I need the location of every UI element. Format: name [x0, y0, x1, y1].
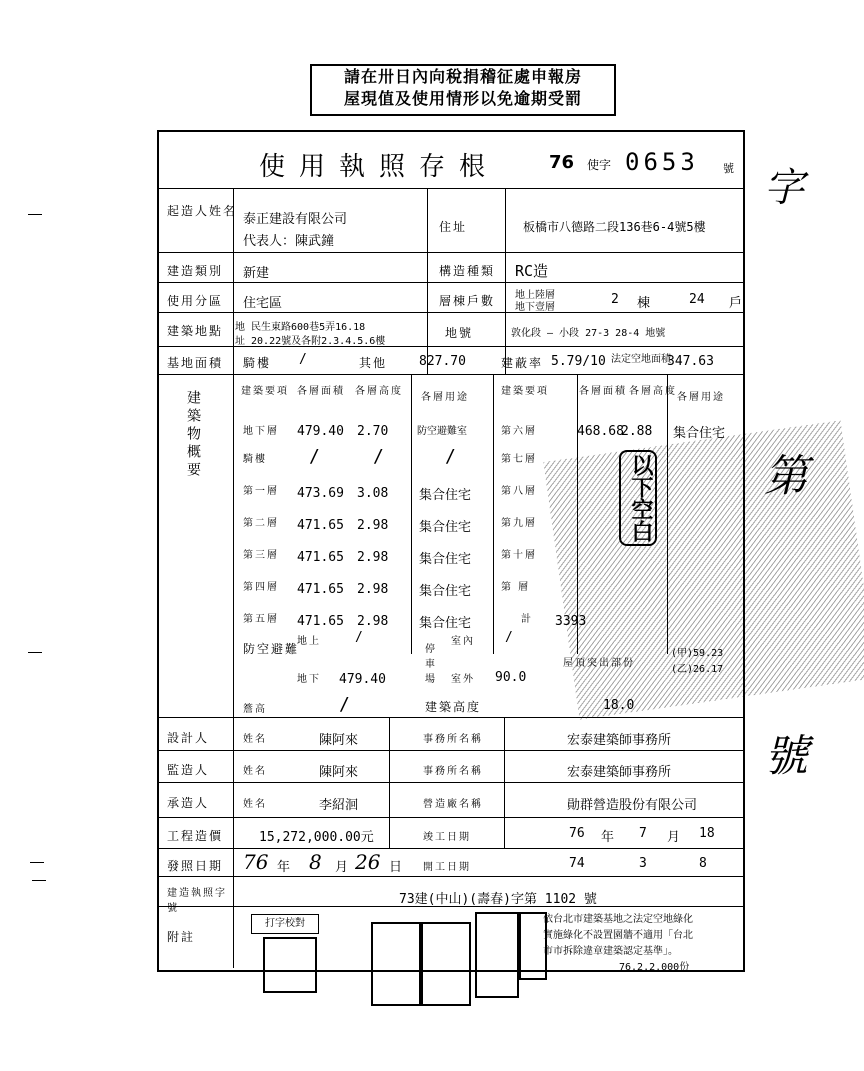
floor-area: 471.65	[297, 582, 344, 597]
location-label: 建築地點	[167, 324, 224, 338]
floor-name: 第八層	[501, 486, 537, 497]
form-title: 使用執照存根	[259, 152, 500, 182]
open-space-value: 347.63	[667, 354, 714, 369]
arcade-value: /	[299, 352, 307, 367]
floor-name: 第五層	[243, 614, 279, 625]
floor-total-area: 3393	[555, 614, 587, 629]
designer-name-label: 姓名	[243, 734, 267, 745]
floor-area: 479.40	[297, 424, 344, 439]
address-label: 住址	[439, 220, 468, 234]
issue-day: 26	[355, 850, 381, 874]
floor-height: 2.98	[357, 582, 389, 597]
structure-value: RC造	[515, 262, 549, 280]
roof-b: (乙)26.17	[671, 664, 724, 675]
header-use-right: 各層用途	[677, 392, 725, 403]
build-type-label: 建造類別	[167, 264, 224, 278]
remark-note-2: 實施綠化不設置園牆不適用「台北	[543, 930, 693, 941]
floor-name: 第二層	[243, 518, 279, 529]
applicant-company: 泰正建設有限公司	[243, 212, 348, 227]
floor-area: /	[309, 446, 320, 467]
parking-indoor-label: 室內	[451, 636, 475, 647]
supervisor-name: 陳阿來	[319, 765, 359, 780]
seal-stamp	[519, 912, 547, 980]
applicant-label: 起造人姓名	[167, 204, 238, 218]
permit-year: 76	[549, 152, 575, 173]
floor-area: 471.65	[297, 518, 344, 533]
floor-use: 集合住宅	[419, 520, 472, 535]
location-line-1: 地 民生東路600巷5弄16.18	[235, 322, 366, 333]
completion-label: 竣工日期	[423, 832, 471, 843]
designer-office-label: 事務所名稱	[423, 734, 483, 745]
floor-height: 2.98	[357, 614, 389, 629]
floor-name: 第 層	[501, 582, 531, 593]
ratio-label: 建蔽率	[501, 356, 544, 370]
remark-note-3: 市市拆除違章建築認定基準」。	[543, 946, 678, 957]
margin-char: 字	[764, 165, 804, 211]
designer-name: 陳阿來	[319, 733, 359, 748]
structure-label: 構造種類	[439, 264, 496, 278]
header-height: 各層高度	[355, 386, 403, 397]
building-height-label: 建築高度	[425, 700, 482, 714]
location-line-2: 址 20.22號及各附2.3.4.5.6樓	[235, 336, 386, 347]
seal-stamp	[421, 922, 471, 1006]
eaves-label: 簷高	[243, 704, 267, 715]
designer-label: 設計人	[167, 731, 210, 745]
roof-label: 屋頂突出部份	[563, 658, 635, 669]
issue-d-unit: 日	[389, 860, 403, 875]
margin-tick	[30, 862, 44, 863]
permit-hao: 號	[723, 162, 734, 175]
shelter-below-label: 地下	[297, 674, 321, 685]
floor-height: 2.88	[621, 424, 653, 439]
floor-use: 防空避難室	[417, 426, 467, 437]
completion-year: 76	[569, 826, 585, 841]
floor-name: 第一層	[243, 486, 279, 497]
tax-notice-stamp	[310, 64, 616, 116]
seal-stamp	[371, 922, 421, 1006]
floor-area: 471.65	[297, 550, 344, 565]
floor-height: 2.98	[357, 550, 389, 565]
shelter-label: 防空避難	[243, 642, 300, 656]
header-area-right: 各層面積	[579, 386, 627, 397]
floor-area: 473.69	[297, 486, 344, 501]
floor-name: 騎樓	[243, 454, 267, 465]
floor-use: 集合住宅	[419, 616, 472, 631]
building-height-value: 18.0	[603, 698, 635, 713]
usage-permit-form	[157, 130, 745, 972]
lot-value: 敦化段 — 小段 27-3 28-4 地號	[511, 328, 666, 339]
hu-count: 24	[689, 292, 705, 307]
notice-line-2: 屋現值及使用情形以免逾期受罰	[343, 89, 582, 108]
contractor-firm: 勛群營造股份有限公司	[567, 798, 698, 813]
cost-value: 15,272,000.00元	[259, 830, 374, 845]
supervisor-office: 宏泰建築師事務所	[567, 765, 672, 780]
hu-unit: 戶	[729, 296, 743, 311]
margin-tick	[28, 214, 42, 215]
floor-use: 集合住宅	[419, 552, 472, 567]
open-space-label: 法定空地面積	[611, 354, 671, 365]
shelter-above-value: /	[355, 630, 363, 645]
applicant-address: 板橋市八德路二段136巷6-4號5樓	[523, 220, 706, 234]
margin-char: 第	[764, 451, 808, 502]
eaves-value: /	[339, 694, 350, 715]
completion-m-unit: 月	[667, 830, 681, 845]
start-month: 3	[639, 856, 647, 871]
dong-unit: 棟	[637, 296, 651, 311]
permit-label: 建造執照字號	[167, 888, 227, 914]
floor-use: /	[445, 446, 456, 467]
issue-y-unit: 年	[277, 860, 291, 875]
parking-outdoor-label: 室外	[451, 674, 475, 685]
permit-value: 73建(中山)(壽春)字第 1102 號	[399, 892, 597, 907]
start-day: 8	[699, 856, 707, 871]
seal-stamp	[475, 912, 519, 998]
margin-tick	[32, 880, 46, 881]
other-value: 827.70	[419, 354, 466, 369]
completion-y-unit: 年	[601, 830, 615, 845]
seal-stamp	[263, 937, 317, 993]
lot-label: 地號	[445, 326, 474, 340]
floor-name: 地下層	[243, 426, 279, 437]
floor-height: 3.08	[357, 486, 389, 501]
build-type-value: 新建	[243, 266, 270, 281]
contractor-label: 承造人	[167, 796, 210, 810]
site-area-label: 基地面積	[167, 356, 224, 370]
parking-indoor-value: /	[505, 630, 513, 645]
floor-height: 2.98	[357, 518, 389, 533]
supervisor-name-label: 姓名	[243, 766, 267, 777]
parking-label: 停車場	[425, 644, 437, 685]
blank-below-note: 以下空白	[619, 450, 657, 546]
supervisor-label: 監造人	[167, 763, 210, 777]
contractor-name: 李紹洄	[319, 798, 359, 813]
header-use: 各層用途	[421, 392, 469, 403]
cost-label: 工程造價	[167, 829, 224, 843]
floor-use: 集合住宅	[419, 488, 472, 503]
floor-use: 集合住宅	[419, 584, 472, 599]
remark-footer: 76.2.2,000份	[619, 962, 690, 973]
issue-label: 發照日期	[167, 859, 224, 873]
shelter-above-label: 地上	[297, 636, 321, 647]
issue-month: 8	[309, 850, 322, 874]
margin-tick	[28, 652, 42, 653]
dong-count: 2	[611, 292, 619, 307]
other-label: 其他	[359, 356, 388, 370]
floor-name: 第六層	[501, 426, 537, 437]
header-height-right: 各層高度	[629, 386, 677, 397]
permit-word: 使字	[587, 158, 612, 172]
floor-name: 第四層	[243, 582, 279, 593]
floor-area: 468.68	[577, 424, 624, 439]
header-item: 建築要項	[241, 386, 289, 397]
floor-total-label: 計	[521, 614, 533, 625]
zone-value: 住宅區	[243, 296, 283, 311]
remarks-label: 附註	[167, 930, 196, 944]
header-area: 各層面積	[297, 386, 345, 397]
issue-m-unit: 月	[335, 860, 349, 875]
header-item-right: 建築要項	[501, 386, 549, 397]
completion-month: 7	[639, 826, 647, 841]
designer-office: 宏泰建築師事務所	[567, 733, 672, 748]
completion-day: 18	[699, 826, 715, 841]
margin-char: 號	[764, 731, 808, 782]
floors-below: 地下壹層	[515, 302, 555, 313]
contractor-name-label: 姓名	[243, 799, 267, 810]
building-summary-label: 建築物概要	[185, 390, 201, 480]
shelter-below-value: 479.40	[339, 672, 386, 687]
floor-name: 第九層	[501, 518, 537, 529]
notice-line-1: 請在卅日內向稅捐稽征處申報房	[343, 67, 582, 86]
floor-name: 第十層	[501, 550, 537, 561]
remark-note-1: 依台北市建築基地之法定空地綠化	[543, 914, 693, 925]
floor-name: 第三層	[243, 550, 279, 561]
ratio-value: 5.79/10	[551, 354, 606, 369]
floor-area: 471.65	[297, 614, 344, 629]
supervisor-office-label: 事務所名稱	[423, 766, 483, 777]
typist-box: 打字校對	[251, 914, 319, 934]
applicant-rep: 代表人：陳武鐘	[243, 234, 335, 249]
permit-number: 0653	[625, 148, 699, 176]
arcade-label: 騎樓	[243, 356, 272, 370]
start-label: 開工日期	[423, 862, 471, 873]
parking-outdoor-value: 90.0	[495, 670, 527, 685]
roof-a: (甲)59.23	[671, 648, 724, 659]
floors-above: 地上陸層	[515, 290, 555, 301]
start-year: 74	[569, 856, 585, 871]
floor-name: 第七層	[501, 454, 537, 465]
floor-use: 集合住宅	[673, 426, 726, 441]
contractor-firm-label: 營造廠名稱	[423, 799, 483, 810]
issue-year: 76	[243, 850, 269, 874]
zone-label: 使用分區	[167, 294, 224, 308]
floor-height: /	[373, 446, 384, 467]
floor-count-label: 層棟戶數	[439, 294, 496, 308]
floor-height: 2.70	[357, 424, 389, 439]
